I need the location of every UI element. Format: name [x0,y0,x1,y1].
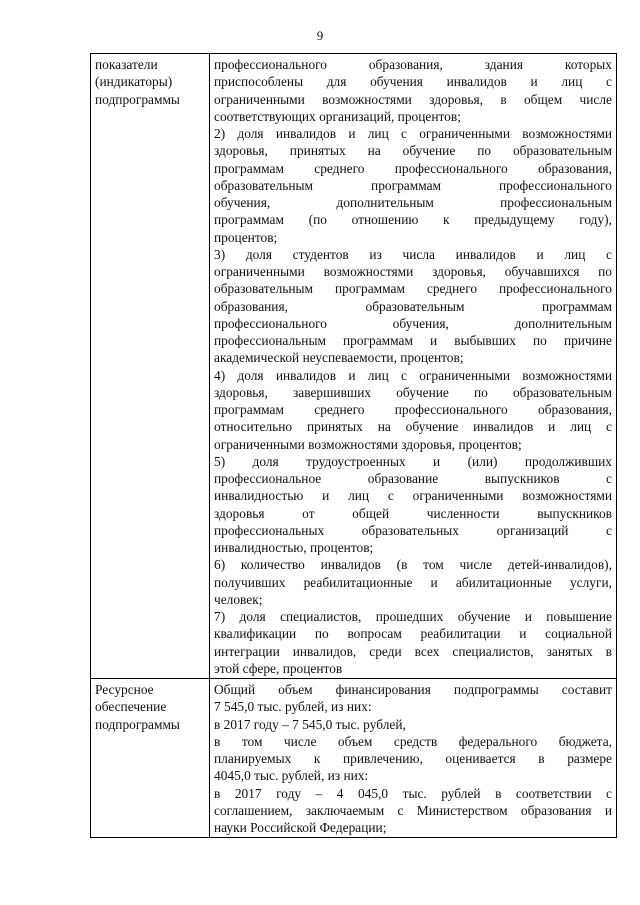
text-line: 6) количество инвалидов (в том числе детей-инвалидов), [214,557,612,573]
text-line: инвалидностью и лиц с ограниченными возможностями [214,488,612,504]
text-line: образования, образовательным программам [214,298,612,314]
text-line: приспособлены для обучения инвалидов и лиц с [214,74,612,90]
text-line: профессионального обучения, дополнительным [214,315,612,331]
text-line: программам (по отношению к предыдущему году), [214,212,612,228]
text-line: здоровья от общей численности выпускников [214,505,612,521]
text-line: профессиональное образование выпускников с [214,471,612,486]
text-line: соответствующих организаций, процентов; [214,108,461,124]
text-line: в 2017 году – 7 545,0 тыс. рублей, [214,716,406,732]
text-line: обучения, дополнительным профессиональным [214,195,612,210]
paragraph [214,785,612,837]
text-line: интеграции инвалидов, среди всех специалистов, занятых в [214,643,612,659]
paragraph [214,681,612,716]
paragraph [214,733,612,785]
text-line: 4045,0 тыс. рублей, из них: [214,768,369,784]
text-line: ограниченными возможностями здоровья, обучавшихся по [214,264,612,279]
text-line: ограниченными возможностями здоровья, процентов; [214,436,522,452]
text-line: здоровья, завершивших обучение по образовательным [214,384,612,400]
text-line: Общий объем финансирования подпрограммы составит [214,682,612,697]
paragraph [214,453,612,557]
text-line: инвалидностью, процентов; [214,540,374,555]
text-line: образовательным программам профессионального [214,177,612,193]
paragraph [214,716,612,733]
text-line: этой сфере, процентов [214,660,343,676]
page-number: 9 [316,28,324,43]
text-line: 4) доля инвалидов и лиц с ограниченными возможностями [214,367,612,383]
table-row [91,679,617,838]
text-line: программам среднего профессионального образования, [214,160,612,176]
text-line: в том числе объем средств федерального бюджета, [214,733,612,749]
passport-table [90,53,617,838]
row-label-line: показатели [95,57,158,72]
paragraph [214,367,612,453]
text-line: здоровья, принятых на обучение по образовательным [214,143,612,159]
text-line: в 2017 году – 4 045,0 тыс. рублей в соответствии с [214,785,612,801]
text-line: науки Российской Федерации; [214,820,387,835]
text-line: человек; [214,591,263,607]
row-label-line: обеспечение [95,699,167,715]
text-line: профессиональных образовательных организаций с [214,522,612,538]
row-label-line: (индикаторы) [95,74,173,90]
text-line: процентов; [214,229,278,245]
text-line: планируемых к привлечению, оценивается в размере [214,751,612,766]
text-line: 7) доля специалистов, прошедших обучение и повышение [214,609,612,624]
text-line: программам среднего профессионального образования, [214,402,612,417]
text-line: 2) доля инвалидов и лиц с ограниченными возможностями [214,126,612,141]
table-row [91,54,617,679]
paragraph [214,608,612,677]
text-line: академической неуспеваемости, процентов; [214,350,464,366]
text-line: получивших реабилитационные и абилитационные услуги, [214,574,612,590]
text-line: относительно принятых на обучение инвалидов и лиц с [214,419,612,435]
text-line: образовательным программам среднего профессионального [214,281,612,297]
row-label-line: подпрограммы [95,91,180,107]
text-line: 5) доля трудоустроенных и (или) продолживших [214,453,612,469]
paragraph [214,556,612,608]
paragraph [214,125,612,246]
row-content-cell [210,679,617,838]
row-label-cell [91,679,210,838]
paragraph [214,56,612,125]
table-body [91,54,617,838]
row-label-cell [91,54,210,679]
text-line: 3) доля студентов из числа инвалидов и лиц с [214,246,612,262]
row-content-cell [210,54,617,679]
text-line: профессиональным программам и выбывших по причине [214,333,612,348]
text-line: ограниченными возможностями здоровья, в общем числе [214,91,612,107]
text-line: соглашением, заключаемым с Министерством образования и [214,802,612,818]
row-label-line: подпрограммы [95,716,180,732]
text-line: профессионального образования, здания которых [214,57,612,72]
paragraph [214,246,612,367]
text-line: квалификации по вопросам реабилитации и социальной [214,626,612,642]
row-label-line: Ресурсное [95,682,154,697]
text-line: 7 545,0 тыс. рублей, из них: [214,699,372,715]
